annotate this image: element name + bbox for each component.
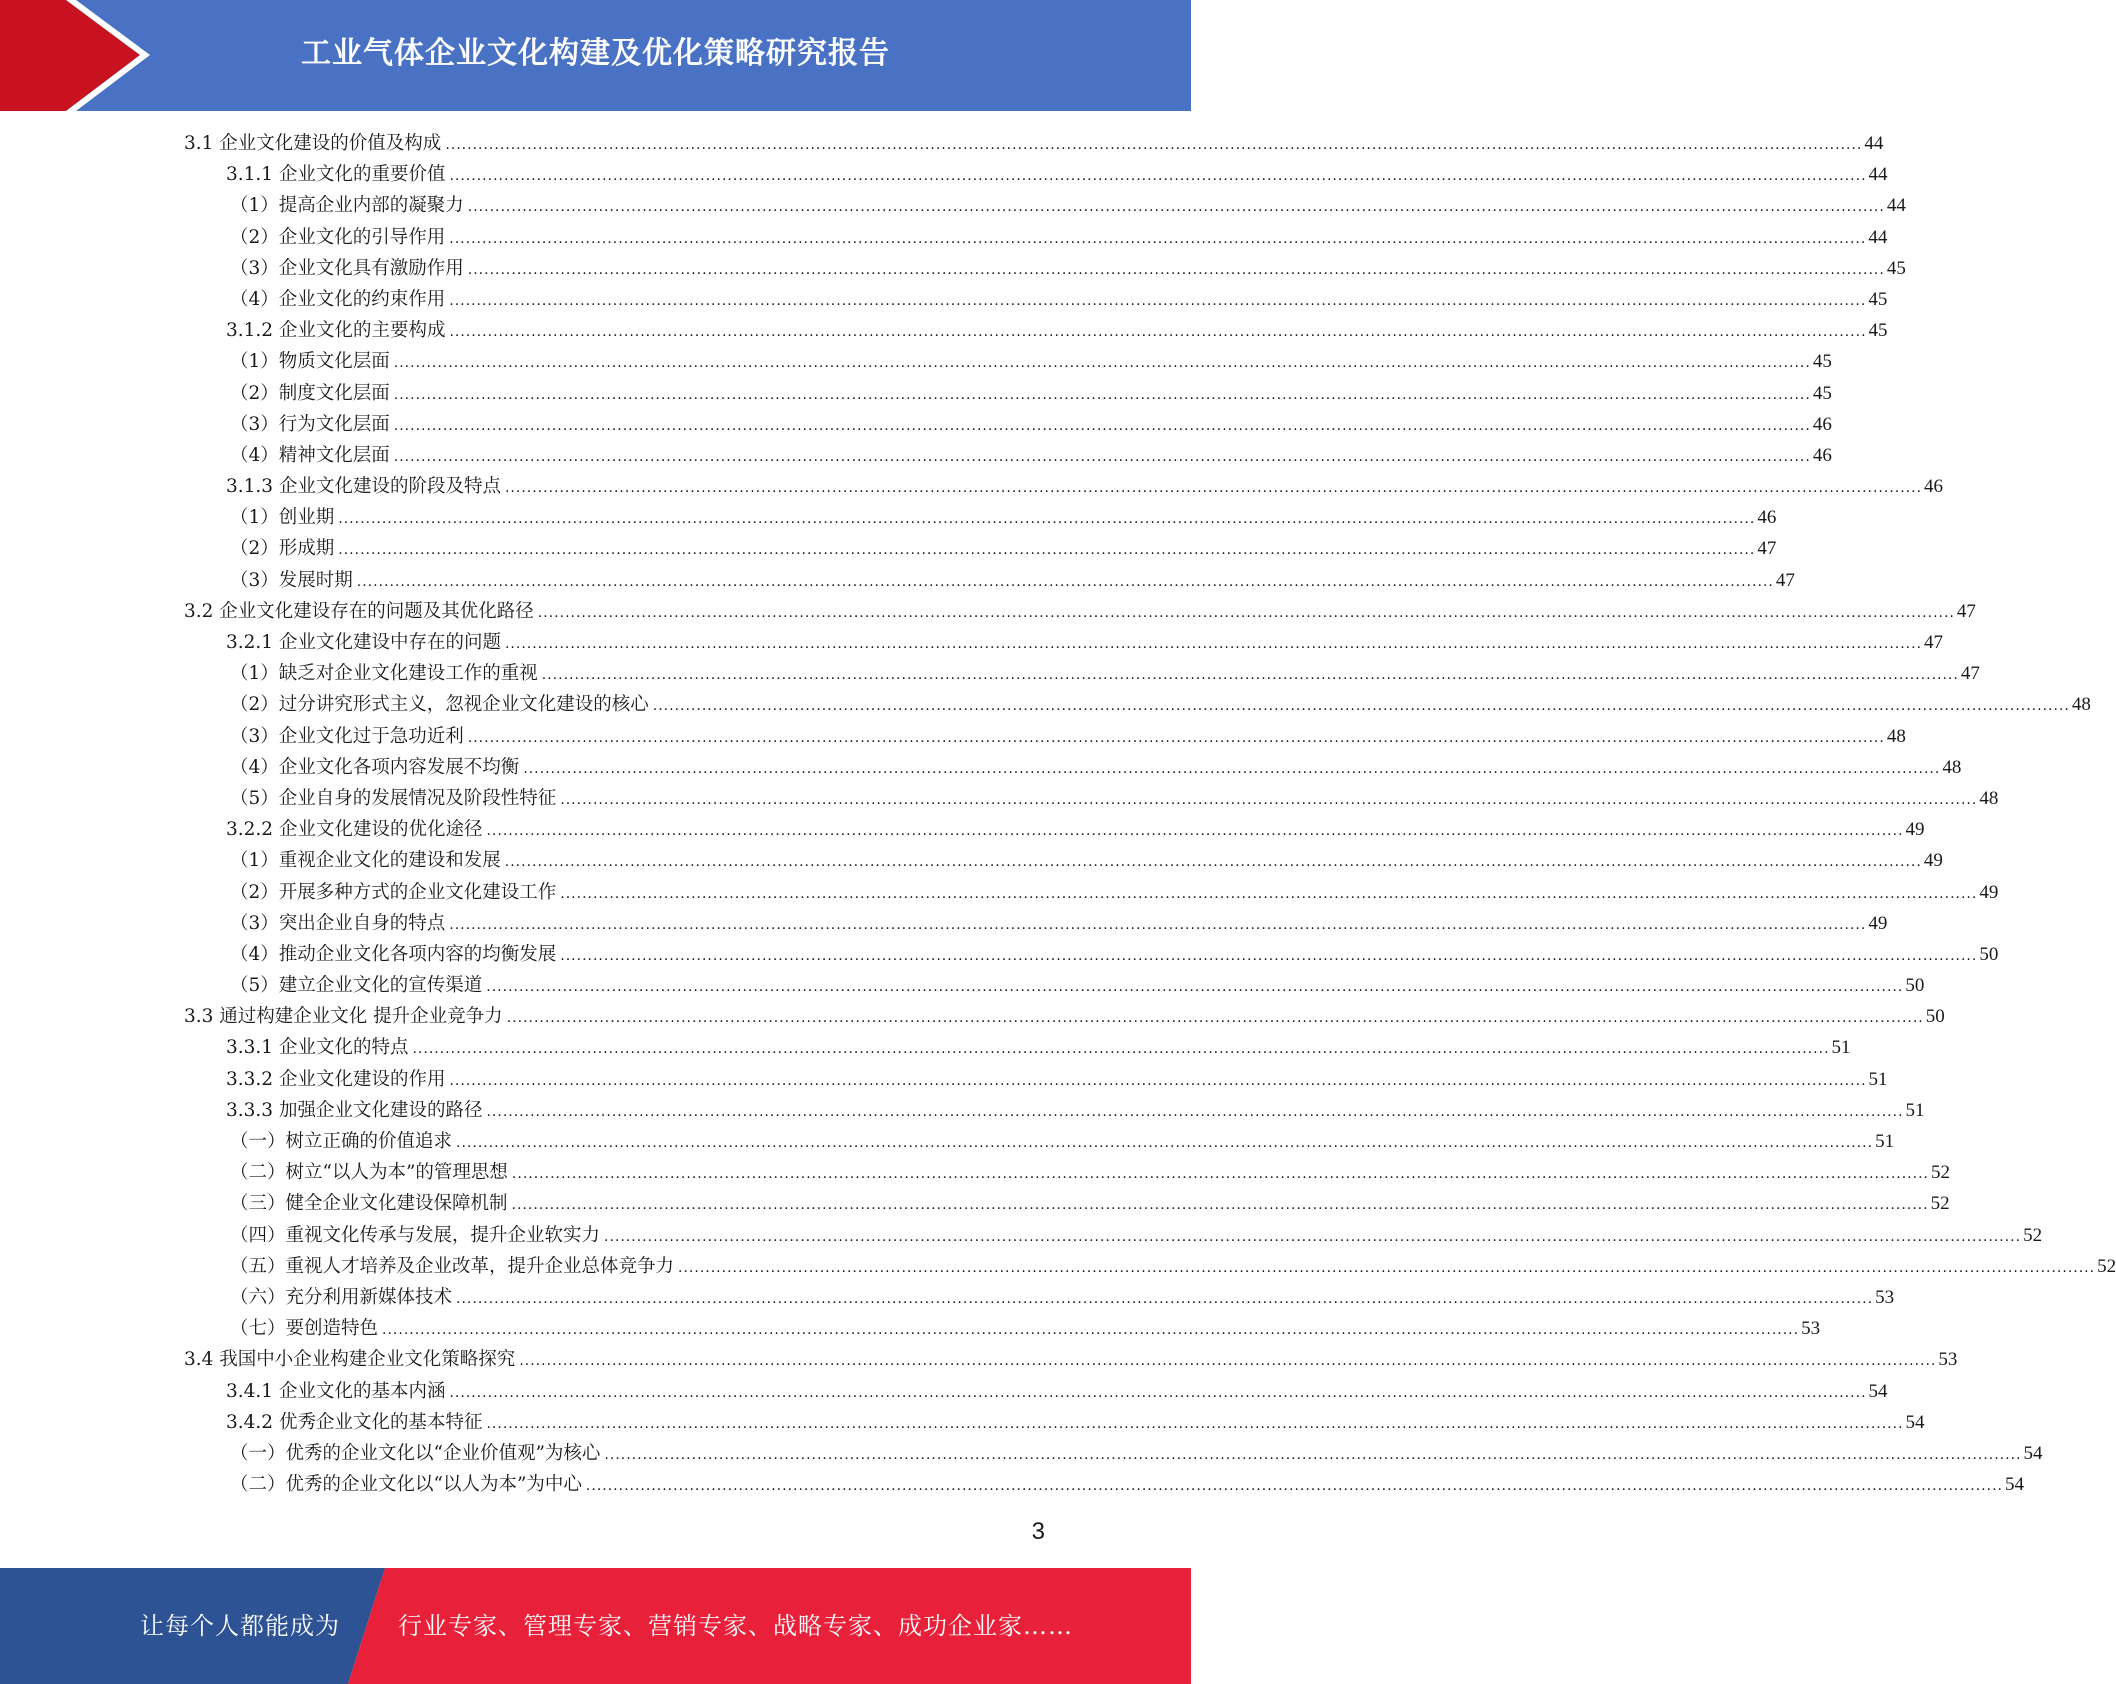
- header-arrow-decoration: [0, 0, 160, 111]
- toc-entry-label: （一）优秀的企业文化以“企业价值观”为核心: [230, 1442, 601, 1464]
- toc-dot-leader: ....................................................................................................................................................................................................................................................................: [467, 261, 1885, 278]
- toc-entry[interactable]: [180, 222, 1888, 253]
- toc-entry[interactable]: [180, 1376, 1888, 1407]
- toc-dot-leader: ....................................................................................................................................................................................................................................................................: [382, 1322, 1800, 1339]
- toc-dot-leader: ....................................................................................................................................................................................................................................................................: [456, 1135, 1874, 1151]
- toc-entry[interactable]: [180, 908, 1888, 939]
- toc-entry-label: （3）突出企业自身的特点: [230, 912, 446, 934]
- toc-entry-label: 3.3.3 加强企业文化建设的路径: [226, 1099, 483, 1121]
- toc-entry-label: （5）建立企业文化的宣传渠道: [230, 975, 483, 997]
- toc-entry-label: 3.3.2 企业文化建设的作用: [226, 1068, 446, 1090]
- toc-entry-label: 3.4 我国中小企业构建企业文化策略探究: [184, 1349, 516, 1371]
- toc-entry[interactable]: [180, 378, 1832, 409]
- toc-entry-page: 46: [1924, 476, 1944, 498]
- toc-entry-label: （五）重视人才培养及企业改革，提升企业总体竞争力: [230, 1255, 675, 1277]
- toc-entry[interactable]: [180, 1282, 1895, 1313]
- toc-entry-page: 49: [1868, 912, 1888, 934]
- toc-entry-label: （1）提高企业内部的凝聚力: [230, 195, 464, 217]
- toc-entry[interactable]: [180, 1313, 1821, 1344]
- toc-entry-page: 49: [1905, 819, 1925, 841]
- toc-dot-leader: ....................................................................................................................................................................................................................................................................: [560, 947, 1978, 964]
- toc-entry[interactable]: [180, 565, 1795, 596]
- toc-dot-leader: ....................................................................................................................................................................................................................................................................: [467, 199, 1885, 216]
- toc-entry-label: （1）缺乏对企业文化建设工作的重视: [230, 663, 538, 685]
- toc-entry-label: 3.1.1 企业文化的重要价值: [226, 164, 446, 186]
- toc-entry[interactable]: [180, 159, 1888, 190]
- toc-entry-label: （七）要创造特色: [230, 1318, 379, 1340]
- toc-entry-page: 46: [1812, 444, 1832, 466]
- table-of-contents: [180, 128, 2116, 1500]
- toc-entry-page: 49: [1923, 850, 1943, 872]
- toc-entry-page: 45: [1812, 351, 1832, 373]
- toc-entry[interactable]: [180, 689, 2091, 720]
- toc-dot-leader: ....................................................................................................................................................................................................................................................................: [523, 760, 1941, 777]
- toc-entry-page: 45: [1868, 320, 1888, 342]
- toc-entry-label: （3）企业文化过于急功近利: [230, 725, 464, 747]
- report-title: 工业气体企业文化构建及优化策略研究报告: [301, 36, 890, 71]
- toc-dot-leader: ....................................................................................................................................................................................................................................................................: [449, 230, 1867, 247]
- toc-entry[interactable]: [180, 315, 1888, 346]
- toc-entry-label: （1）创业期: [230, 507, 335, 529]
- toc-entry[interactable]: [180, 284, 1888, 315]
- toc-entry-page: 48: [1886, 725, 1906, 747]
- toc-entry-label: （3）行为文化层面: [230, 413, 390, 435]
- toc-dot-leader: ....................................................................................................................................................................................................................................................................: [449, 292, 1867, 309]
- toc-dot-leader: ....................................................................................................................................................................................................................................................................: [393, 355, 1811, 372]
- toc-entry-page: 52: [1930, 1162, 1950, 1184]
- toc-dot-leader: ....................................................................................................................................................................................................................................................................: [456, 1290, 1874, 1307]
- toc-dot-leader: ....................................................................................................................................................................................................................................................................: [504, 854, 1922, 871]
- toc-entry[interactable]: [180, 346, 1832, 377]
- toc-entry-page: 54: [1868, 1380, 1888, 1402]
- toc-entry[interactable]: [180, 1064, 1888, 1095]
- toc-entry-page: 44: [1886, 195, 1906, 217]
- toc-dot-leader: ....................................................................................................................................................................................................................................................................: [393, 386, 1811, 403]
- toc-entry-page: 53: [1801, 1318, 1821, 1340]
- toc-entry-page: 54: [1905, 1411, 1925, 1433]
- toc-dot-leader: ....................................................................................................................................................................................................................................................................: [604, 1228, 2022, 1245]
- toc-dot-leader: ....................................................................................................................................................................................................................................................................: [504, 636, 1923, 652]
- toc-entry[interactable]: [180, 1032, 1851, 1063]
- toc-entry-label: （5）企业自身的发展情况及阶段性特征: [230, 787, 557, 809]
- toc-entry[interactable]: [180, 190, 1906, 221]
- toc-entry-page: 53: [1938, 1349, 1958, 1371]
- toc-dot-leader: ....................................................................................................................................................................................................................................................................: [445, 137, 1863, 153]
- toc-dot-leader: ....................................................................................................................................................................................................................................................................: [604, 1446, 2022, 1463]
- toc-entry-page: 51: [1875, 1131, 1895, 1152]
- toc-entry[interactable]: [180, 783, 1999, 814]
- toc-entry-page: 47: [1924, 632, 1944, 653]
- toc-entry[interactable]: [180, 1095, 1925, 1126]
- toc-entry-page: 54: [2023, 1442, 2043, 1464]
- toc-dot-leader: ....................................................................................................................................................................................................................................................................: [652, 698, 2070, 715]
- toc-entry[interactable]: [180, 1188, 1950, 1219]
- toc-dot-leader: ....................................................................................................................................................................................................................................................................: [449, 916, 1867, 933]
- footer-slogan-left: 让每个人都能成为: [140, 1612, 340, 1640]
- toc-entry[interactable]: [180, 1344, 1958, 1375]
- toc-entry-page: 48: [1942, 756, 1962, 778]
- header-band: [0, 0, 1191, 111]
- toc-entry[interactable]: [180, 627, 1944, 658]
- page-number: 3: [1031, 1518, 1045, 1545]
- toc-entry-label: 3.1.3 企业文化建设的阶段及特点: [226, 476, 501, 498]
- toc-dot-leader: ....................................................................................................................................................................................................................................................................: [560, 885, 1978, 902]
- toc-entry-label: （1）物质文化层面: [230, 351, 390, 373]
- toc-dot-leader: ....................................................................................................................................................................................................................................................................: [678, 1259, 2096, 1276]
- toc-entry-page: 50: [1979, 943, 1999, 965]
- toc-dot-leader: ....................................................................................................................................................................................................................................................................: [585, 1478, 2003, 1495]
- toc-dot-leader: ....................................................................................................................................................................................................................................................................: [412, 1041, 1830, 1058]
- toc-entry-page: 44: [1868, 164, 1888, 186]
- toc-dot-leader: ....................................................................................................................................................................................................................................................................: [393, 448, 1811, 465]
- toc-dot-leader: ....................................................................................................................................................................................................................................................................: [393, 417, 1811, 434]
- toc-dot-leader: ....................................................................................................................................................................................................................................................................: [486, 823, 1904, 840]
- toc-entry-page: 52: [1930, 1193, 1950, 1215]
- toc-entry-label: （4）推动企业文化各项内容的均衡发展: [230, 943, 557, 965]
- toc-dot-leader: ....................................................................................................................................................................................................................................................................: [511, 1197, 1929, 1214]
- footer-slogan-right: 行业专家、管理专家、营销专家、战略专家、成功企业家……: [398, 1612, 1073, 1640]
- toc-entry[interactable]: [180, 814, 1925, 845]
- toc-entry[interactable]: [180, 970, 1925, 1001]
- toc-dot-leader: ....................................................................................................................................................................................................................................................................: [338, 511, 1756, 528]
- toc-dot-leader: ....................................................................................................................................................................................................................................................................: [506, 1010, 1924, 1027]
- toc-entry-label: 3.4.1 企业文化的基本内涵: [226, 1380, 446, 1402]
- toc-dot-leader: ....................................................................................................................................................................................................................................................................: [449, 1384, 1867, 1401]
- toc-entry-page: 51: [1905, 1099, 1925, 1121]
- toc-dot-leader: ....................................................................................................................................................................................................................................................................: [486, 1103, 1904, 1120]
- toc-entry-page: 46: [1812, 413, 1832, 435]
- toc-dot-leader: ....................................................................................................................................................................................................................................................................: [449, 168, 1867, 185]
- toc-dot-leader: ....................................................................................................................................................................................................................................................................: [511, 1166, 1929, 1183]
- toc-dot-leader: ....................................................................................................................................................................................................................................................................: [486, 979, 1904, 996]
- toc-entry-label: 3.2.2 企业文化建设的优化途径: [226, 819, 483, 841]
- toc-entry-page: 48: [1979, 787, 1999, 809]
- toc-entry[interactable]: [180, 721, 1906, 752]
- toc-entry[interactable]: [180, 1407, 1925, 1438]
- toc-entry-label: （二）树立“以人为本”的管理思想: [230, 1162, 508, 1184]
- toc-entry-label: （3）发展时期: [230, 569, 353, 591]
- toc-entry-page: 50: [1925, 1006, 1945, 1028]
- toc-entry[interactable]: [180, 752, 1962, 783]
- toc-dot-leader: ....................................................................................................................................................................................................................................................................: [449, 1072, 1867, 1089]
- toc-entry-label: （2）过分讲究形式主义，忽视企业文化建设的核心: [230, 694, 649, 716]
- toc-entry-page: 44: [1864, 133, 1884, 154]
- toc-entry-label: 3.1 企业文化建设的价值及构成: [184, 133, 442, 154]
- toc-entry-page: 46: [1757, 507, 1777, 529]
- toc-entry[interactable]: [180, 1251, 2116, 1282]
- toc-entry[interactable]: [180, 1001, 1945, 1032]
- toc-entry-label: 3.1.2 企业文化的主要构成: [226, 320, 446, 342]
- toc-entry-label: （4）企业文化的约束作用: [230, 288, 446, 310]
- toc-entry-page: 45: [1812, 382, 1832, 404]
- toc-entry[interactable]: [180, 1157, 1950, 1188]
- toc-entry-label: （一）树立正确的价值追求: [230, 1131, 453, 1152]
- toc-dot-leader: ....................................................................................................................................................................................................................................................................: [504, 480, 1923, 497]
- toc-entry-page: 52: [2097, 1255, 2116, 1277]
- toc-entry-label: 3.2 企业文化建设存在的问题及其优化路径: [184, 600, 534, 622]
- toc-entry[interactable]: [180, 596, 1976, 627]
- toc-dot-leader: ....................................................................................................................................................................................................................................................................: [486, 1415, 1904, 1432]
- toc-entry-page: 47: [1960, 663, 1980, 685]
- toc-entry-label: （3）企业文化具有激励作用: [230, 257, 464, 279]
- toc-entry-label: （六）充分利用新媒体技术: [230, 1286, 453, 1308]
- toc-entry[interactable]: [180, 409, 1832, 440]
- toc-entry-label: （四）重视文化传承与发展，提升企业软实力: [230, 1224, 601, 1246]
- toc-dot-leader: ....................................................................................................................................................................................................................................................................: [537, 604, 1955, 621]
- toc-entry-label: （2）开展多种方式的企业文化建设工作: [230, 881, 557, 903]
- toc-dot-leader: ....................................................................................................................................................................................................................................................................: [541, 667, 1959, 684]
- toc-entry[interactable]: [180, 845, 1943, 876]
- toc-dot-leader: ....................................................................................................................................................................................................................................................................: [338, 542, 1756, 559]
- toc-entry[interactable]: [180, 939, 1999, 970]
- toc-entry-page: 51: [1831, 1037, 1851, 1059]
- toc-entry[interactable]: [180, 502, 1777, 533]
- toc-entry-label: （2）企业文化的引导作用: [230, 226, 446, 248]
- toc-dot-leader: ....................................................................................................................................................................................................................................................................: [519, 1353, 1937, 1370]
- toc-entry-page: 47: [1757, 538, 1777, 560]
- toc-entry-page: 51: [1868, 1068, 1888, 1090]
- toc-entry-label: 3.2.1 企业文化建设中存在的问题: [226, 632, 501, 653]
- toc-entry-label: （2）形成期: [230, 538, 335, 560]
- footer-band: [0, 1568, 1191, 1684]
- toc-entry-page: 45: [1886, 257, 1906, 279]
- toc-entry-page: 47: [1956, 600, 1976, 622]
- toc-entry-label: （二）优秀的企业文化以“以人为本”为中心: [230, 1474, 582, 1496]
- toc-entry-page: 48: [2071, 694, 2091, 716]
- toc-dot-leader: ....................................................................................................................................................................................................................................................................: [449, 324, 1867, 341]
- toc-entry-page: 45: [1868, 288, 1888, 310]
- toc-entry[interactable]: [180, 658, 1980, 689]
- toc-dot-leader: ....................................................................................................................................................................................................................................................................: [356, 573, 1774, 590]
- toc-dot-leader: ....................................................................................................................................................................................................................................................................: [560, 791, 1978, 808]
- toc-entry[interactable]: [180, 440, 1832, 471]
- toc-entry-label: （三）健全企业文化建设保障机制: [230, 1193, 508, 1215]
- toc-entry[interactable]: [180, 128, 1884, 159]
- toc-entry[interactable]: [180, 1469, 2024, 1500]
- toc-entry-label: 3.3 通过构建企业文化 提升企业竞争力: [184, 1006, 503, 1028]
- toc-entry-page: 53: [1875, 1286, 1895, 1308]
- toc-entry-label: （2）制度文化层面: [230, 382, 390, 404]
- toc-entry[interactable]: [180, 1438, 2043, 1469]
- toc-entry[interactable]: [180, 253, 1906, 284]
- toc-dot-leader: ....................................................................................................................................................................................................................................................................: [467, 729, 1885, 746]
- toc-entry-page: 47: [1775, 569, 1795, 591]
- toc-entry-page: 52: [2023, 1224, 2043, 1246]
- toc-entry-page: 44: [1868, 226, 1888, 248]
- toc-entry[interactable]: [180, 1220, 2043, 1251]
- toc-entry-label: 3.3.1 企业文化的特点: [226, 1037, 409, 1059]
- toc-entry-label: 3.4.2 优秀企业文化的基本特征: [226, 1411, 483, 1433]
- toc-entry-page: 49: [1979, 881, 1999, 903]
- toc-entry[interactable]: [180, 533, 1777, 564]
- toc-entry[interactable]: [180, 877, 1999, 908]
- toc-entry[interactable]: [180, 471, 1944, 502]
- toc-entry-page: 54: [2004, 1474, 2024, 1496]
- toc-entry-label: （1）重视企业文化的建设和发展: [230, 850, 501, 872]
- toc-entry-label: （4）精神文化层面: [230, 444, 390, 466]
- toc-entry-label: （4）企业文化各项内容发展不均衡: [230, 756, 520, 778]
- toc-entry[interactable]: [180, 1126, 1895, 1157]
- toc-entry-page: 50: [1905, 975, 1925, 997]
